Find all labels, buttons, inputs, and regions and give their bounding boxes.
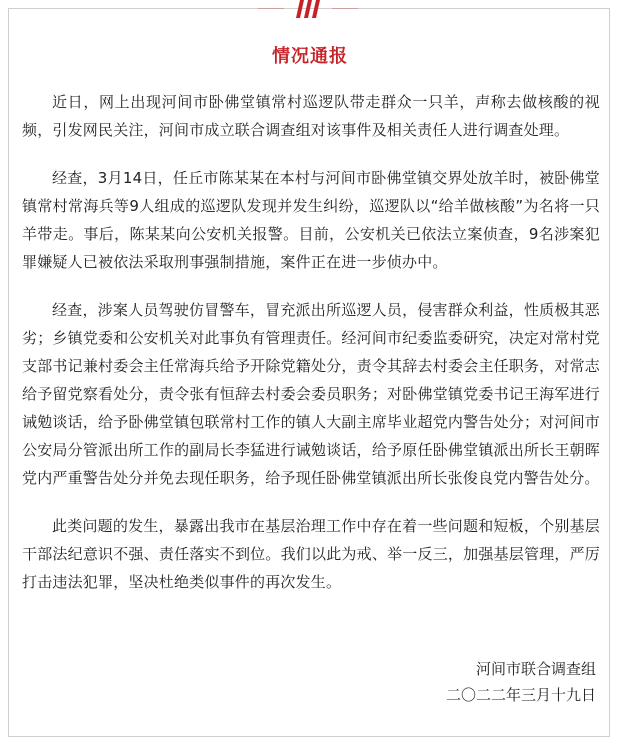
paragraph-investigation: 经查，3月14日，任丘市陈某某在本村与河间市卧佛堂镇交界处放羊时，被卧佛堂镇常村常海兵等9人组成的巡逻队发现并发生纠纷，巡逻队以“给羊做核酸”为名将一只羊带走。事后，陈某某向公安机关报警。目前，公安机关已依法立案侦查，9名涉案犯罪嫌疑人已被依法采取刑事强制措施，案件正在进一步侦办中。 bbox=[22, 169, 600, 271]
slanted-stripes-icon bbox=[294, 0, 326, 18]
signature-block bbox=[446, 656, 596, 708]
signature-date: 二〇二二年三月十九日 bbox=[445, 686, 596, 704]
signature-org: 河间市联合调查组 bbox=[475, 660, 596, 678]
ornament-line-left bbox=[258, 8, 284, 9]
ornament-line-right bbox=[332, 8, 358, 9]
paragraph-conclusion: 此类问题的发生，暴露出我市在基层治理工作中存在着一些问题和短板，个别基层干部法纪意识不强、责任落实不到位。我们以此为戒、举一反三，加强基层管理，严厉打击违法犯罪，坚决杜绝类似事件的再次发生。 bbox=[22, 517, 600, 591]
paragraph-intro: 近日，网上出现河间市卧佛堂镇常村巡逻队带走群众一只羊，声称去做核酸的视频，引发网民关注，河间市成立联合调查组对该事件及相关责任人进行调查处理。 bbox=[22, 93, 600, 139]
document-body bbox=[22, 88, 600, 616]
paragraph-discipline: 经查，涉案人员驾驶仿冒警车，冒充派出所巡逻人员，侵害群众利益，性质极其恶劣；乡镇党委和公安机关对此事负有管理责任。经河间市纪委监委研究，决定对常村党支部书记兼村委会主任常海兵给予开除党籍处分，责令其辞去村委会主任职务，对常志给予留党察看处分，责令张有恒辞去村委会委员职务；对卧佛堂镇党委书记王海军进行诫勉谈话，给予卧佛堂镇包联常村工作的镇人大副主席毕业超党内警告处分；对河间市公安局分管派出所工作的副局长李猛进行诫勉谈话，给予原任卧佛堂镇派出所长王朝晖党内严重警告处分并免去现任职务，给予现任卧佛堂镇派出所长张俊良党内警告处分。 bbox=[22, 301, 600, 487]
page-title: 情况通报 bbox=[272, 46, 348, 67]
